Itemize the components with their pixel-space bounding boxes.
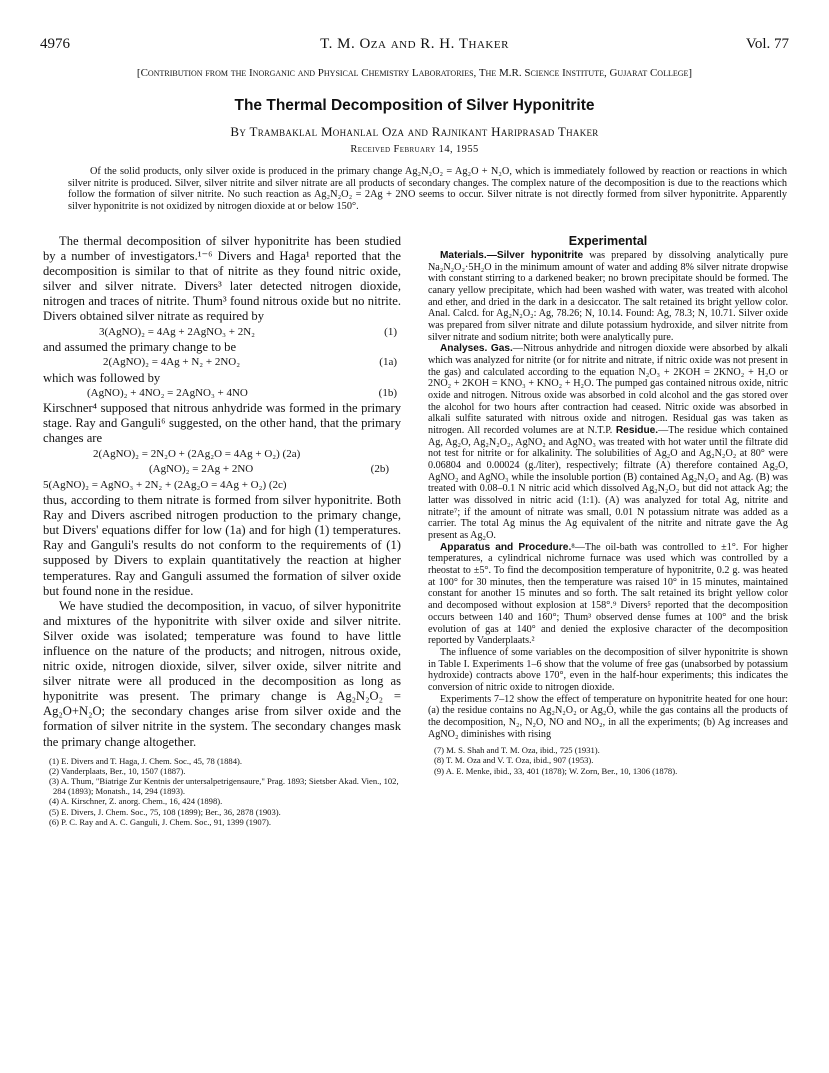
equation-1b: [43, 386, 401, 402]
paragraph-kirschner: Kirschner⁴ supposed that nitrous anhydride was formed in the primary stage. Ray and Ganguli⁶ suggested, on the other hand, that the primary changes are: [43, 401, 401, 446]
page-number: 4976: [40, 36, 70, 52]
volume-label: Vol. 77: [745, 36, 789, 52]
apparatus-run-in-head: Apparatus and Procedure.: [440, 541, 572, 553]
footnote: (6) P. C. Ray and A. C. Ganguli, J. Chem. Soc., 91, 1399 (1907).: [49, 816, 271, 827]
right-footnotes: [428, 745, 788, 776]
received-date: Received February 14, 1955: [350, 144, 479, 155]
equation-2b: [43, 462, 401, 478]
residue-run-in-head: Residue.: [615, 425, 659, 437]
abstract: Of the solid products, only silver oxide is produced in the primary change Ag₂N₂O₂ = Ag₂O + N₂O, which is immediately followed by reaction or reactions in which silver nitrite is produced. Silver, silver nitrite and silver nitrate are all products of secondary changes. The complex nature of the decomposition is due to the reactions which follow the formation of silver nitrite. No such reaction as Ag₂N₂O₂ = 2Ag + 2NO seems to occur. Silver nitrate is not directly formed from silver hyponitrite. Apparently silver hyponitrite is not oxidized by nitrogen dioxide at or below 150°.: [68, 166, 787, 212]
article-title: The Thermal Decomposition of Silver Hyponitrite: [234, 97, 595, 114]
equation-1: [43, 325, 401, 341]
right-column: [428, 234, 788, 776]
equation-2a: [43, 447, 401, 463]
footnote: (3) A. Thum, "Biatrige Zur Kentnis der untersalpetrigensaure," Prag. 1893; Sietsber Akad. Vien., 102, 284 (1893); Monatsh., 14, 294 (1893).: [49, 776, 399, 797]
equation-1a: [43, 355, 401, 371]
experimental-heading: Experimental: [568, 234, 648, 248]
left-footnotes: [43, 756, 401, 827]
residue-text: —The residue which contained Ag, Ag₂O, Ag₂N₂O₂, AgNO₂ and AgNO₃ was treated with hot water until the filtrate did not test for nitrite or for alkalinity. The solubilities of Ag₂O and Ag₂N₂O₂ at 80° were 0.06804 and 0.00024 (g./liter), respectively; filtrate (A) therefore contained Ag₂O, AgNO₂ and AgNO₃ while the insoluble portion (B) contained Ag₂N₂O₂ and Ag. (B) was treated with 0.08–0.1 N nitric acid which dissolved Ag₂N₂O₂ but did not attack Ag; the latter was dissolved in nitric acid (1:1). (A) was analyzed for total Ag, nitrite and nitrate⁷; if the amount of nitrate was small, 0.01 N potassium nitrate was added as a carrier. The total Ag minus the Ag equivalent of the nitrite and nitrate gave the Ag present as Ag₂O.: [428, 425, 788, 542]
analyses-paragraph: [428, 343, 788, 541]
footnote: (4) A. Kirschner, Z. anorg. Chem., 16, 424 (1898).: [49, 796, 223, 807]
materials-paragraph: [428, 250, 788, 343]
apparatus-text: ⁸—The oil-bath was controlled to ±1°. For higher temperatures, a cylindrical nichrome furnace was used which was controlled by a rheostat to ±5°. To find the decomposition temperature of hyponitrite, 0.2 g. was heated at 100° for 30 minutes, then the temperature was raised 10° in 15 minutes, maintained constant for another 15 minutes and so forth. The salt retained its bright yellow color and decomposed without explosion at 158°.⁹ Divers⁵ reported that the decomposition occurs between 140 and 160°; Thum³ observed dense fumes at 100° and the brisk evolution of gas at 140° and denied the explosive character of the decomposition reported by Vanderplaats.²: [428, 541, 788, 647]
page-header: [40, 36, 789, 56]
footnote: (2) Vanderplaats, Ber., 10, 1507 (1887).: [49, 765, 186, 776]
experiments-paragraph: Experiments 7–12 show the effect of temperature on hyponitrite heated for one hour: (a) the residue contains no Ag₂N₂O₂ or Ag₂O, while the gas contains all the products of the decomposition, N₂, N₂O, NO and NO₂, in all the experiments; (b) Ag increases and AgNO₂ diminishes with rising: [428, 693, 788, 740]
footnote: (9) A. E. Menke, ibid., 33, 401 (1878); W. Zorn, Ber., 10, 1306 (1878).: [434, 765, 678, 776]
equation-2a-text: 2(AgNO)₂ = 2N₂O + (2Ag₂O = 4Ag + O₂) (2a): [93, 447, 301, 460]
footnote: (5) E. Divers, J. Chem. Soc., 75, 108 (1899); Ber., 36, 2878 (1903).: [49, 806, 281, 817]
analyses-text: —Nitrous anhydride and nitrogen dioxide were absorbed by alkali which was analyzed for nitrite (or for nitrite and nitrate, if nitric oxide was not present in the gas) and calculated according to the equation N₂O₃ + 2KOH = 2KNO₂ + H₂O or 2NO₂ + 2KOH = KNO₃ + KNO₂ + H₂O. The pumped gas contained nitrous oxide, nitric oxide and nitrogen. Nitrous oxide was absorbed in cold alcohol and the gas stored over the alcohol for two hours after contraction had ceased. Nitric oxide was absorbed in alkali sulfite saturated with nitrous oxide and nitrogen. Residual gas was taken as nitrogen. All recorded volumes are at N.T.P.: [428, 343, 788, 437]
equation-1-text: 3(AgNO)₂ = 4Ag + 2AgNO₃ + 2N₂: [99, 325, 255, 338]
equation-2c: [43, 478, 401, 494]
equation-2b-text: (AgNO)₂ = 2Ag + 2NO: [149, 463, 254, 476]
apparatus-paragraph: [428, 542, 788, 647]
intro-paragraph: The thermal decomposition of silver hyponitrite has been studied by a number of investigators.¹⁻⁶ Divers and Haga¹ reported that the decomposition is similar to that of nitrite as they found nitric oxide, silver and silver nitrate. Divers³ later detected nitrogen dioxide, nitrogen and traces of nitrite. Thum³ found nitrous oxide but no nitrite. Divers obtained silver nitrate as required by: [43, 234, 401, 324]
materials-text: was prepared by dissolving analytically pure Na₂N₂O₂·5H₂O in the minimum amount of water and adding 8% silver nitrate dropwise with constant stirring to a darkened beaker; no brown precipitate should be formed. The canary yellow precipitate, which had been washed with water, was treated with alcohol and ether, and dried in the dark in a desiccator. The salt retained its bright yellow color. Anal. Calcd. for Ag₂N₂O₂: Ag, 78.26; N, 10.14. Found: Ag, 78.3; N, 10.71. Silver oxide was prepared from silver nitrate and dilute potassium hydroxide, and silver nitrite from silver nitrate and sodium nitrite; both were analytically pure.: [428, 250, 788, 343]
author-line: By Trambaklal Mohanlal Oza and Rajnikant Hariprasad Thaker: [230, 124, 599, 139]
paragraph-followed: which was followed by: [43, 370, 161, 385]
influence-paragraph: The influence of some variables on the decomposition of silver hyponitrite is shown in Table I. Experiments 1–6 show that the volume of free gas (unabsorbed by potassium hydroxide) contracts above 170°, even in the half-hour experiments; this indicates the conversion of nitric oxide to nitrogen dioxide.: [428, 646, 788, 693]
paragraph-primary-change: and assumed the primary change to be: [43, 340, 237, 355]
equation-1b-text: (AgNO)₂ + 4NO₂ = 2AgNO₃ + 4NO: [87, 386, 248, 399]
paragraph-ray-divers: thus, according to them nitrate is formed from silver hyponitrite. Both Ray and Divers ascribed nitrogen production to the primary change, but Divers' equations differ for low (1a) and for high (1) temperatures. Ray and Ganguli's results do not conform to the requirements of (1) supposed by Divers to explain quantitatively the reaction at higher temperatures. Ray and Ganguli assumed the formation of silver oxide but found none in the residue.: [43, 493, 401, 598]
equation-2b-number: (2b): [370, 463, 389, 476]
equation-1a-number: (1a): [379, 356, 397, 369]
footnote: (1) E. Divers and T. Haga, J. Chem. Soc., 45, 78 (1884).: [49, 755, 243, 766]
footnote: (8) T. M. Oza and V. T. Oza, ibid., 907 (1953).: [434, 755, 594, 766]
equation-2c-text: 5(AgNO)₂ = AgNO₃ + 2N₂ + (2Ag₂O = 4Ag + O₂) (2c): [43, 478, 287, 491]
analyses-run-in-head: Analyses. Gas.: [440, 343, 513, 355]
equation-1-number: (1): [384, 325, 397, 338]
contribution-note: [Contribution from the Inorganic and Physical Chemistry Laboratories, The M.R. Science Institute, Gujarat College]: [136, 67, 693, 79]
paragraph-our-study: We have studied the decomposition, in vacuo, of silver hyponitrite and mixtures of the hyponitrite with silver oxide and silver nitrite. Silver oxide was isolated; temperature was found to have little influence on the nature of the products; and nitrogen, nitrous oxide, nitric oxide, nitrogen dioxide, silver, silver oxide, silver nitrite and silver nitrate were all produced in the decomposition as long as hyponitrite was present. The primary change is Ag₂N₂O₂ = Ag₂O+N₂O; the secondary changes arise from silver oxide and the formation of silver nitrite in the system. The secondary changes mask the primary change altogether.: [43, 598, 401, 749]
equation-1b-number: (1b): [378, 386, 397, 399]
materials-run-in-head: Materials.—Silver hyponitrite: [440, 250, 584, 261]
running-title: T. M. Oza and R. H. Thaker: [320, 36, 509, 52]
footnote: (7) M. S. Shah and T. M. Oza, ibid., 725 (1931).: [434, 745, 600, 756]
equation-1a-text: 2(AgNO)₂ = 4Ag + N₂ + 2NO₂: [103, 356, 241, 369]
left-column: [43, 234, 401, 827]
